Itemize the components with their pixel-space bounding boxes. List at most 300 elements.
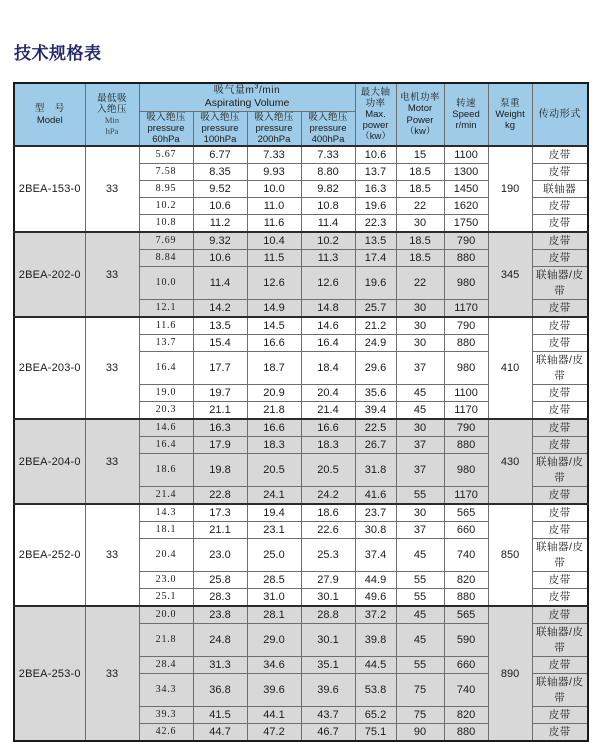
header-aspirating-cn-text: 吸气量m xyxy=(213,85,255,96)
cell-model: 2BEA-202-0 xyxy=(14,232,85,317)
cell-speed: 880 xyxy=(444,589,488,607)
cell-suction-400hpa: 39.6 xyxy=(301,674,355,707)
cell-suction-400hpa: 21.4 xyxy=(301,402,355,420)
cell-suction-60hpa: 42.6 xyxy=(139,724,193,742)
cell-speed: 1170 xyxy=(444,487,488,505)
cell-max-power: 49.6 xyxy=(355,589,396,607)
cell-motor-power: 37 xyxy=(396,437,444,454)
cell-motor-power: 18.5 xyxy=(396,250,444,267)
cell-motor-power: 30 xyxy=(396,335,444,352)
header-suction-60-en: pressure xyxy=(147,122,185,134)
cell-suction-100hpa: 10.6 xyxy=(193,198,247,215)
header-suction-100-en: pressure xyxy=(201,122,239,134)
cell-suction-200hpa: 11.6 xyxy=(247,215,301,233)
header-drive-type-cn: 传动形式 xyxy=(538,108,581,120)
cell-max-power: 31.8 xyxy=(355,454,396,487)
header-motor-power-en2: Power xyxy=(406,114,434,126)
cell-min-pressure: 33 xyxy=(85,419,139,504)
cell-weight: 430 xyxy=(488,419,532,504)
cell-motor-power: 45 xyxy=(396,402,444,420)
header-model-en: Model xyxy=(36,114,63,126)
cell-suction-100hpa: 11.4 xyxy=(193,267,247,300)
cell-suction-60hpa: 19.0 xyxy=(139,385,193,402)
cell-suction-100hpa: 28.3 xyxy=(193,589,247,607)
header-model-cn: 型 号 xyxy=(34,103,65,115)
cell-suction-400hpa: 8.80 xyxy=(301,164,355,181)
header-suction-400-val: 400hPa xyxy=(311,134,345,146)
header-aspirating-sup: 3 xyxy=(254,83,259,91)
cell-suction-200hpa: 16.6 xyxy=(247,335,301,352)
cell-suction-60hpa: 8.84 xyxy=(139,250,193,267)
cell-suction-200hpa: 34.6 xyxy=(247,657,301,674)
cell-speed: 660 xyxy=(444,657,488,674)
cell-suction-400hpa: 16.6 xyxy=(301,419,355,437)
page-title: 技术规格表 xyxy=(14,44,102,63)
cell-suction-60hpa: 28.4 xyxy=(139,657,193,674)
cell-motor-power: 90 xyxy=(396,724,444,742)
cell-suction-200hpa: 9.93 xyxy=(247,164,301,181)
cell-suction-200hpa: 20.9 xyxy=(247,385,301,402)
header-motor-power xyxy=(396,83,444,146)
cell-speed: 880 xyxy=(444,335,488,352)
cell-min-pressure: 33 xyxy=(85,606,139,741)
cell-motor-power: 45 xyxy=(396,539,444,572)
cell-weight: 890 xyxy=(488,606,532,741)
cell-suction-60hpa: 21.4 xyxy=(139,487,193,505)
cell-motor-power: 30 xyxy=(396,504,444,522)
header-max-power xyxy=(355,83,396,146)
header-aspirating-en: Aspirating Volume xyxy=(204,97,290,109)
header-suction-100-val: 100hPa xyxy=(203,134,237,146)
cell-drive-type: 皮带 xyxy=(532,437,588,454)
cell-suction-400hpa: 30.1 xyxy=(301,589,355,607)
cell-max-power: 39.4 xyxy=(355,402,396,420)
table-header xyxy=(14,83,588,146)
header-row-1 xyxy=(14,83,588,111)
cell-suction-400hpa: 25.3 xyxy=(301,539,355,572)
cell-speed: 820 xyxy=(444,572,488,589)
cell-suction-400hpa: 18.3 xyxy=(301,437,355,454)
cell-suction-100hpa: 6.77 xyxy=(193,146,247,164)
header-suction-60 xyxy=(139,111,193,146)
cell-motor-power: 30 xyxy=(396,215,444,233)
cell-suction-200hpa: 25.0 xyxy=(247,539,301,572)
cell-max-power: 19.6 xyxy=(355,198,396,215)
cell-drive-type: 皮带 xyxy=(532,146,588,164)
header-suction-200 xyxy=(247,111,301,146)
cell-suction-60hpa: 14.3 xyxy=(139,504,193,522)
cell-motor-power: 75 xyxy=(396,707,444,724)
cell-suction-60hpa: 25.1 xyxy=(139,589,193,607)
cell-speed: 790 xyxy=(444,419,488,437)
cell-suction-100hpa: 23.0 xyxy=(193,539,247,572)
cell-drive-type: 联轴器/皮带 xyxy=(532,539,588,572)
cell-max-power: 44.5 xyxy=(355,657,396,674)
cell-max-power: 75.1 xyxy=(355,724,396,742)
cell-suction-60hpa: 18.6 xyxy=(139,454,193,487)
cell-speed: 790 xyxy=(444,317,488,335)
cell-motor-power: 55 xyxy=(396,657,444,674)
cell-suction-100hpa: 31.3 xyxy=(193,657,247,674)
cell-suction-60hpa: 7.58 xyxy=(139,164,193,181)
cell-motor-power: 18.5 xyxy=(396,164,444,181)
header-suction-200-cn: 吸入绝压 xyxy=(254,111,294,123)
cell-motor-power: 15 xyxy=(396,146,444,164)
cell-motor-power: 37 xyxy=(396,522,444,539)
cell-suction-200hpa: 10.0 xyxy=(247,181,301,198)
cell-weight: 410 xyxy=(488,317,532,419)
header-aspirating-cn-tail: /min xyxy=(258,85,281,96)
header-suction-200-en: pressure xyxy=(255,122,293,134)
cell-suction-200hpa: 12.6 xyxy=(247,267,301,300)
cell-speed: 980 xyxy=(444,454,488,487)
cell-max-power: 10.6 xyxy=(355,146,396,164)
header-max-power-en1: Max. xyxy=(365,109,386,121)
table-row xyxy=(14,419,588,437)
cell-weight: 850 xyxy=(488,504,532,606)
cell-suction-60hpa: 16.4 xyxy=(139,352,193,385)
cell-speed: 740 xyxy=(444,674,488,707)
cell-drive-type: 皮带 xyxy=(532,522,588,539)
table-row xyxy=(14,504,588,522)
cell-suction-200hpa: 19.4 xyxy=(247,504,301,522)
cell-motor-power: 55 xyxy=(396,589,444,607)
cell-suction-400hpa: 18.4 xyxy=(301,352,355,385)
cell-max-power: 24.9 xyxy=(355,335,396,352)
cell-motor-power: 22 xyxy=(396,267,444,300)
header-weight-en1: Weight xyxy=(495,109,525,121)
cell-suction-200hpa: 14.5 xyxy=(247,317,301,335)
cell-weight: 345 xyxy=(488,232,532,317)
cell-drive-type: 皮带 xyxy=(532,300,588,318)
cell-suction-200hpa: 21.8 xyxy=(247,402,301,420)
cell-speed: 880 xyxy=(444,437,488,454)
cell-motor-power: 22 xyxy=(396,198,444,215)
cell-drive-type: 皮带 xyxy=(532,250,588,267)
cell-max-power: 21.2 xyxy=(355,317,396,335)
header-min-pressure-en2: hPa xyxy=(105,125,119,136)
cell-suction-100hpa: 24.8 xyxy=(193,624,247,657)
cell-suction-100hpa: 44.7 xyxy=(193,724,247,742)
cell-suction-400hpa: 10.2 xyxy=(301,232,355,250)
header-motor-power-cn: 电机功率 xyxy=(400,92,440,104)
header-suction-400 xyxy=(301,111,355,146)
cell-min-pressure: 33 xyxy=(85,317,139,419)
cell-motor-power: 45 xyxy=(396,624,444,657)
header-model xyxy=(14,83,85,146)
cell-suction-60hpa: 39.3 xyxy=(139,707,193,724)
cell-suction-400hpa: 20.4 xyxy=(301,385,355,402)
cell-max-power: 41.6 xyxy=(355,487,396,505)
cell-suction-200hpa: 28.5 xyxy=(247,572,301,589)
cell-suction-60hpa: 10.8 xyxy=(139,215,193,233)
cell-motor-power: 37 xyxy=(396,454,444,487)
cell-suction-100hpa: 19.7 xyxy=(193,385,247,402)
cell-max-power: 17.4 xyxy=(355,250,396,267)
cell-max-power: 13.5 xyxy=(355,232,396,250)
cell-min-pressure: 33 xyxy=(85,232,139,317)
cell-model: 2BEA-252-0 xyxy=(14,504,85,606)
cell-suction-60hpa: 18.1 xyxy=(139,522,193,539)
cell-suction-400hpa: 12.6 xyxy=(301,267,355,300)
cell-drive-type: 联轴器/皮带 xyxy=(532,454,588,487)
cell-max-power: 29.6 xyxy=(355,352,396,385)
cell-max-power: 65.2 xyxy=(355,707,396,724)
cell-suction-400hpa: 16.4 xyxy=(301,335,355,352)
table-row xyxy=(14,232,588,250)
cell-model: 2BEA-153-0 xyxy=(14,146,85,232)
cell-suction-100hpa: 25.8 xyxy=(193,572,247,589)
cell-drive-type: 皮带 xyxy=(532,589,588,607)
cell-speed: 1100 xyxy=(444,146,488,164)
cell-min-pressure: 33 xyxy=(85,146,139,232)
cell-suction-60hpa: 23.0 xyxy=(139,572,193,589)
cell-suction-200hpa: 7.33 xyxy=(247,146,301,164)
cell-speed: 1170 xyxy=(444,402,488,420)
cell-suction-200hpa: 23.1 xyxy=(247,522,301,539)
cell-speed: 1620 xyxy=(444,198,488,215)
header-max-power-en2: power xyxy=(362,120,389,132)
cell-speed: 980 xyxy=(444,267,488,300)
cell-suction-400hpa: 10.8 xyxy=(301,198,355,215)
cell-model: 2BEA-253-0 xyxy=(14,606,85,741)
cell-speed: 590 xyxy=(444,624,488,657)
cell-max-power: 22.3 xyxy=(355,215,396,233)
cell-max-power: 23.7 xyxy=(355,504,396,522)
header-suction-200-val: 200hPa xyxy=(257,134,291,146)
cell-max-power: 26.7 xyxy=(355,437,396,454)
cell-drive-type: 皮带 xyxy=(532,606,588,624)
cell-suction-200hpa: 24.1 xyxy=(247,487,301,505)
header-min-pressure-cn1: 最低吸 xyxy=(97,92,127,104)
cell-motor-power: 30 xyxy=(396,419,444,437)
cell-suction-60hpa: 20.4 xyxy=(139,539,193,572)
header-min-pressure-en1: Min xyxy=(104,115,120,126)
cell-suction-200hpa: 39.6 xyxy=(247,674,301,707)
cell-model: 2BEA-204-0 xyxy=(14,419,85,504)
cell-drive-type: 皮带 xyxy=(532,198,588,215)
cell-drive-type: 联轴器/皮带 xyxy=(532,352,588,385)
cell-suction-100hpa: 17.7 xyxy=(193,352,247,385)
cell-speed: 820 xyxy=(444,707,488,724)
cell-speed: 1750 xyxy=(444,215,488,233)
cell-speed: 880 xyxy=(444,250,488,267)
cell-suction-200hpa: 11.0 xyxy=(247,198,301,215)
cell-suction-60hpa: 10.2 xyxy=(139,198,193,215)
header-min-pressure-cn2: 入绝压 xyxy=(97,104,127,115)
cell-drive-type: 皮带 xyxy=(532,215,588,233)
cell-suction-400hpa: 7.33 xyxy=(301,146,355,164)
cell-suction-200hpa: 14.9 xyxy=(247,300,301,318)
cell-max-power: 22.5 xyxy=(355,419,396,437)
cell-suction-100hpa: 17.9 xyxy=(193,437,247,454)
cell-suction-100hpa: 14.2 xyxy=(193,300,247,318)
cell-suction-60hpa: 13.7 xyxy=(139,335,193,352)
cell-suction-200hpa: 31.0 xyxy=(247,589,301,607)
cell-suction-400hpa: 46.7 xyxy=(301,724,355,742)
cell-suction-100hpa: 11.2 xyxy=(193,215,247,233)
cell-suction-200hpa: 47.2 xyxy=(247,724,301,742)
cell-drive-type: 皮带 xyxy=(532,572,588,589)
cell-motor-power: 30 xyxy=(396,300,444,318)
cell-suction-400hpa: 43.7 xyxy=(301,707,355,724)
header-suction-400-en: pressure xyxy=(309,122,347,134)
cell-drive-type: 皮带 xyxy=(532,707,588,724)
spec-table-container xyxy=(13,82,587,742)
header-speed-cn: 转速 xyxy=(456,97,476,109)
cell-suction-100hpa: 8.35 xyxy=(193,164,247,181)
cell-drive-type: 皮带 xyxy=(532,317,588,335)
cell-max-power: 25.7 xyxy=(355,300,396,318)
cell-suction-100hpa: 13.5 xyxy=(193,317,247,335)
cell-suction-200hpa: 16.6 xyxy=(247,419,301,437)
cell-suction-400hpa: 9.82 xyxy=(301,181,355,198)
cell-max-power: 39.8 xyxy=(355,624,396,657)
cell-suction-60hpa: 11.6 xyxy=(139,317,193,335)
cell-suction-400hpa: 18.6 xyxy=(301,504,355,522)
header-aspirating-volume-group xyxy=(139,83,355,111)
header-weight xyxy=(488,83,532,146)
cell-speed: 1100 xyxy=(444,385,488,402)
header-max-power-cn2: 功率 xyxy=(365,97,386,109)
cell-suction-200hpa: 28.1 xyxy=(247,606,301,624)
cell-suction-100hpa: 19.8 xyxy=(193,454,247,487)
cell-suction-100hpa: 17.3 xyxy=(193,504,247,522)
cell-motor-power: 18.5 xyxy=(396,181,444,198)
technical-specification-table xyxy=(13,82,589,742)
header-aspirating-cn xyxy=(140,84,355,97)
cell-drive-type: 联轴器/皮带 xyxy=(532,267,588,300)
cell-suction-60hpa: 34.3 xyxy=(139,674,193,707)
cell-suction-100hpa: 41.5 xyxy=(193,707,247,724)
cell-motor-power: 18.5 xyxy=(396,232,444,250)
header-min-pressure xyxy=(85,83,139,146)
header-max-power-cn1: 最大轴 xyxy=(360,86,391,98)
cell-speed: 1300 xyxy=(444,164,488,181)
cell-suction-200hpa: 11.5 xyxy=(247,250,301,267)
cell-motor-power: 30 xyxy=(396,317,444,335)
cell-suction-400hpa: 20.5 xyxy=(301,454,355,487)
cell-speed: 1450 xyxy=(444,181,488,198)
cell-drive-type: 联轴器 xyxy=(532,181,588,198)
cell-drive-type: 皮带 xyxy=(532,419,588,437)
cell-motor-power: 55 xyxy=(396,572,444,589)
cell-drive-type: 皮带 xyxy=(532,402,588,420)
cell-motor-power: 37 xyxy=(396,352,444,385)
cell-suction-100hpa: 36.8 xyxy=(193,674,247,707)
cell-suction-400hpa: 30.1 xyxy=(301,624,355,657)
header-weight-en2: kg xyxy=(504,120,516,132)
cell-drive-type: 皮带 xyxy=(532,232,588,250)
cell-motor-power: 75 xyxy=(396,674,444,707)
cell-speed: 790 xyxy=(444,232,488,250)
cell-drive-type: 皮带 xyxy=(532,724,588,742)
table-body xyxy=(14,146,588,741)
cell-drive-type: 皮带 xyxy=(532,487,588,505)
cell-suction-200hpa: 20.5 xyxy=(247,454,301,487)
header-speed-en2: r/min xyxy=(455,120,477,132)
cell-drive-type: 联轴器/皮带 xyxy=(532,624,588,657)
header-suction-400-cn: 吸入绝压 xyxy=(308,111,348,123)
cell-speed: 1170 xyxy=(444,300,488,318)
table-row xyxy=(14,317,588,335)
cell-suction-200hpa: 18.7 xyxy=(247,352,301,385)
cell-suction-100hpa: 9.32 xyxy=(193,232,247,250)
cell-speed: 980 xyxy=(444,352,488,385)
cell-max-power: 30.8 xyxy=(355,522,396,539)
cell-speed: 565 xyxy=(444,504,488,522)
cell-suction-400hpa: 22.6 xyxy=(301,522,355,539)
cell-suction-100hpa: 9.52 xyxy=(193,181,247,198)
cell-max-power: 53.8 xyxy=(355,674,396,707)
cell-suction-400hpa: 27.9 xyxy=(301,572,355,589)
cell-suction-100hpa: 10.6 xyxy=(193,250,247,267)
cell-suction-60hpa: 10.0 xyxy=(139,267,193,300)
cell-suction-60hpa: 8.95 xyxy=(139,181,193,198)
cell-suction-60hpa: 16.4 xyxy=(139,437,193,454)
cell-suction-60hpa: 20.0 xyxy=(139,606,193,624)
cell-suction-60hpa: 21.8 xyxy=(139,624,193,657)
cell-speed: 565 xyxy=(444,606,488,624)
cell-speed: 660 xyxy=(444,522,488,539)
cell-speed: 740 xyxy=(444,539,488,572)
cell-drive-type: 皮带 xyxy=(532,385,588,402)
cell-suction-60hpa: 20.3 xyxy=(139,402,193,420)
cell-suction-60hpa: 5.67 xyxy=(139,146,193,164)
header-max-power-en3: （kw） xyxy=(360,131,391,143)
header-speed-en1: Speed xyxy=(452,109,480,121)
header-drive-type xyxy=(532,83,588,146)
cell-motor-power: 55 xyxy=(396,487,444,505)
cell-max-power: 37.2 xyxy=(355,606,396,624)
table-row xyxy=(14,606,588,624)
cell-suction-60hpa: 14.6 xyxy=(139,419,193,437)
cell-drive-type: 联轴器/皮带 xyxy=(532,674,588,707)
header-weight-cn: 泵重 xyxy=(500,97,520,109)
cell-suction-400hpa: 14.6 xyxy=(301,317,355,335)
cell-drive-type: 皮带 xyxy=(532,164,588,181)
cell-suction-100hpa: 16.3 xyxy=(193,419,247,437)
cell-drive-type: 皮带 xyxy=(532,657,588,674)
header-suction-60-val: 60hPa xyxy=(152,134,180,146)
cell-suction-100hpa: 23.8 xyxy=(193,606,247,624)
cell-suction-400hpa: 11.4 xyxy=(301,215,355,233)
cell-suction-200hpa: 18.3 xyxy=(247,437,301,454)
cell-drive-type: 皮带 xyxy=(532,335,588,352)
cell-suction-60hpa: 12.1 xyxy=(139,300,193,318)
header-suction-60-cn: 吸入绝压 xyxy=(146,111,186,123)
header-suction-100 xyxy=(193,111,247,146)
cell-max-power: 35.6 xyxy=(355,385,396,402)
cell-suction-100hpa: 22.8 xyxy=(193,487,247,505)
header-speed xyxy=(444,83,488,146)
cell-suction-100hpa: 21.1 xyxy=(193,402,247,420)
cell-min-pressure: 33 xyxy=(85,504,139,606)
header-motor-power-en1: Motor xyxy=(407,103,433,115)
cell-max-power: 19.6 xyxy=(355,267,396,300)
cell-drive-type: 皮带 xyxy=(532,504,588,522)
header-motor-power-en3: （kw） xyxy=(404,125,436,137)
cell-suction-400hpa: 35.1 xyxy=(301,657,355,674)
cell-max-power: 37.4 xyxy=(355,539,396,572)
cell-max-power: 44.9 xyxy=(355,572,396,589)
cell-suction-400hpa: 28.8 xyxy=(301,606,355,624)
cell-max-power: 13.7 xyxy=(355,164,396,181)
cell-suction-200hpa: 10.4 xyxy=(247,232,301,250)
cell-suction-100hpa: 21.1 xyxy=(193,522,247,539)
cell-motor-power: 45 xyxy=(396,385,444,402)
cell-suction-200hpa: 29.0 xyxy=(247,624,301,657)
